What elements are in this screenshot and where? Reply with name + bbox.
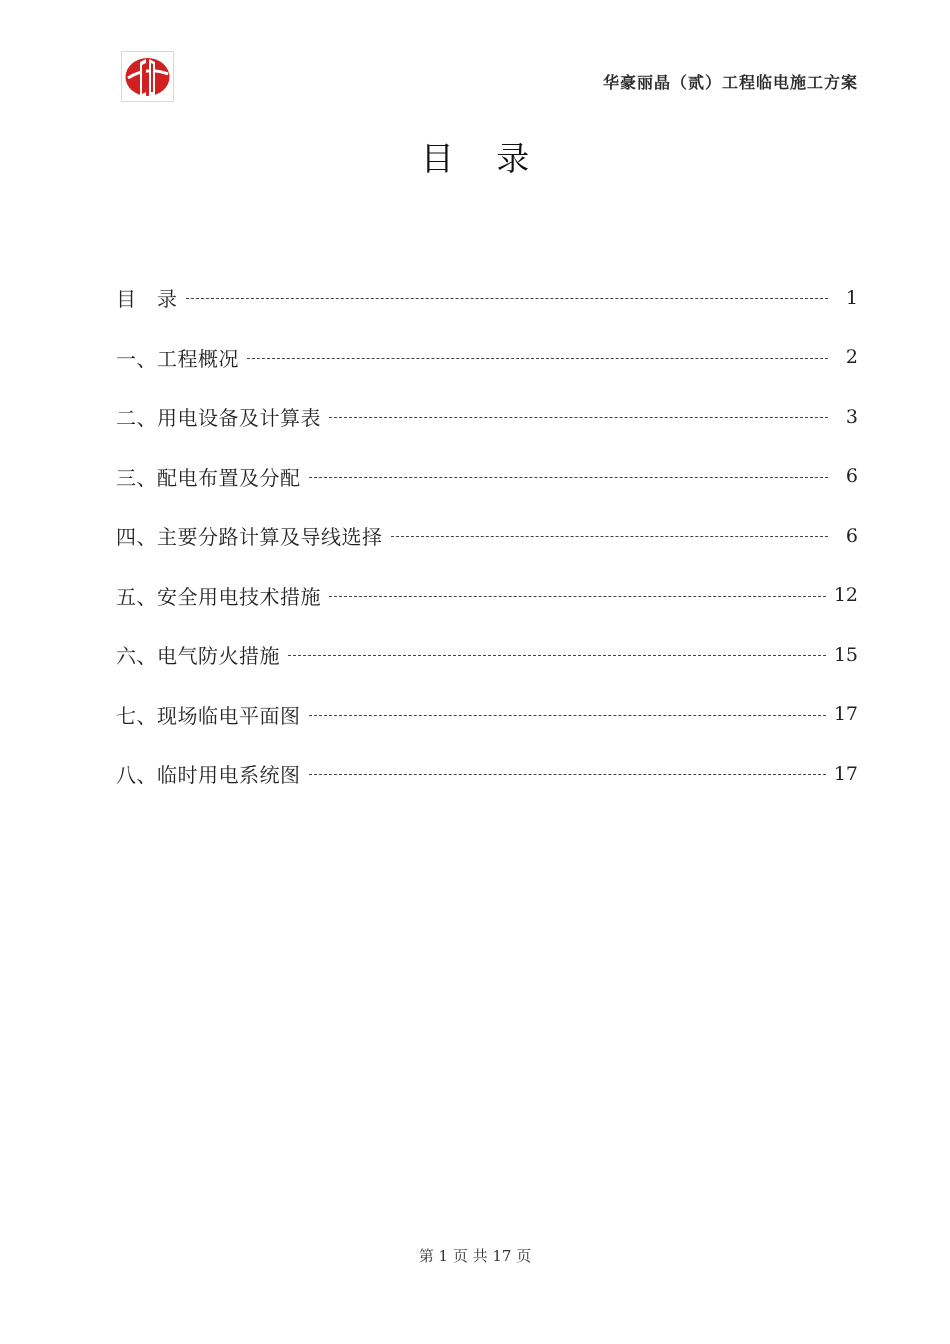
page-title: 目 录 [420,139,530,178]
toc-entry-page: 1 [845,286,858,309]
toc-entry[interactable] [116,506,858,566]
toc-entry-page: 6 [845,465,858,488]
toc-leader-dashes [309,715,826,716]
toc-entry-label: 七、现场临电平面图 [116,703,301,728]
toc-entry-page: 3 [845,405,858,428]
toc-entry-label: 五、安全用电技术措施 [116,584,321,609]
toc-leader-dashes [391,536,829,537]
toc-entry-page: 17 [833,703,858,726]
toc-leader-dashes [186,298,829,299]
toc-leader-dashes [247,358,828,359]
table-of-contents [116,268,858,804]
toc-leader-dashes [309,774,826,775]
toc-entry[interactable] [116,625,858,685]
toc-leader-dashes [329,596,826,597]
toc-entry[interactable] [116,685,858,745]
toc-entry[interactable] [116,387,858,447]
toc-entry-label: 二、用电设备及计算表 [116,406,321,431]
page-footer: 第 1 页 共 17 页 [418,1247,532,1265]
toc-entry-label: 三、配电布置及分配 [116,465,301,490]
header-doc-title: 华豪丽晶（贰）工程临电施工方案 [602,73,858,92]
toc-entry-label: 四、主要分路计算及导线选择 [116,525,383,550]
toc-entry-label: 六、电气防火措施 [116,644,280,669]
toc-entry[interactable] [116,744,858,804]
toc-entry[interactable] [116,328,858,388]
toc-entry-page: 15 [833,643,858,666]
toc-entry-label: 八、临时用电系统图 [116,763,301,788]
company-logo-icon [121,51,174,102]
toc-leader-dashes [329,417,828,418]
toc-entry-page: 2 [845,346,858,369]
toc-entry-page: 17 [833,762,858,785]
toc-entry-label: 一、工程概况 [116,346,239,371]
toc-leader-dashes [288,655,826,656]
toc-entry[interactable] [116,268,858,328]
toc-entry-label: 目 录 [116,287,178,312]
toc-entry[interactable] [116,566,858,626]
toc-entry[interactable] [116,447,858,507]
toc-entry-page: 6 [845,524,858,547]
toc-leader-dashes [309,477,829,478]
toc-entry-page: 12 [833,584,858,607]
